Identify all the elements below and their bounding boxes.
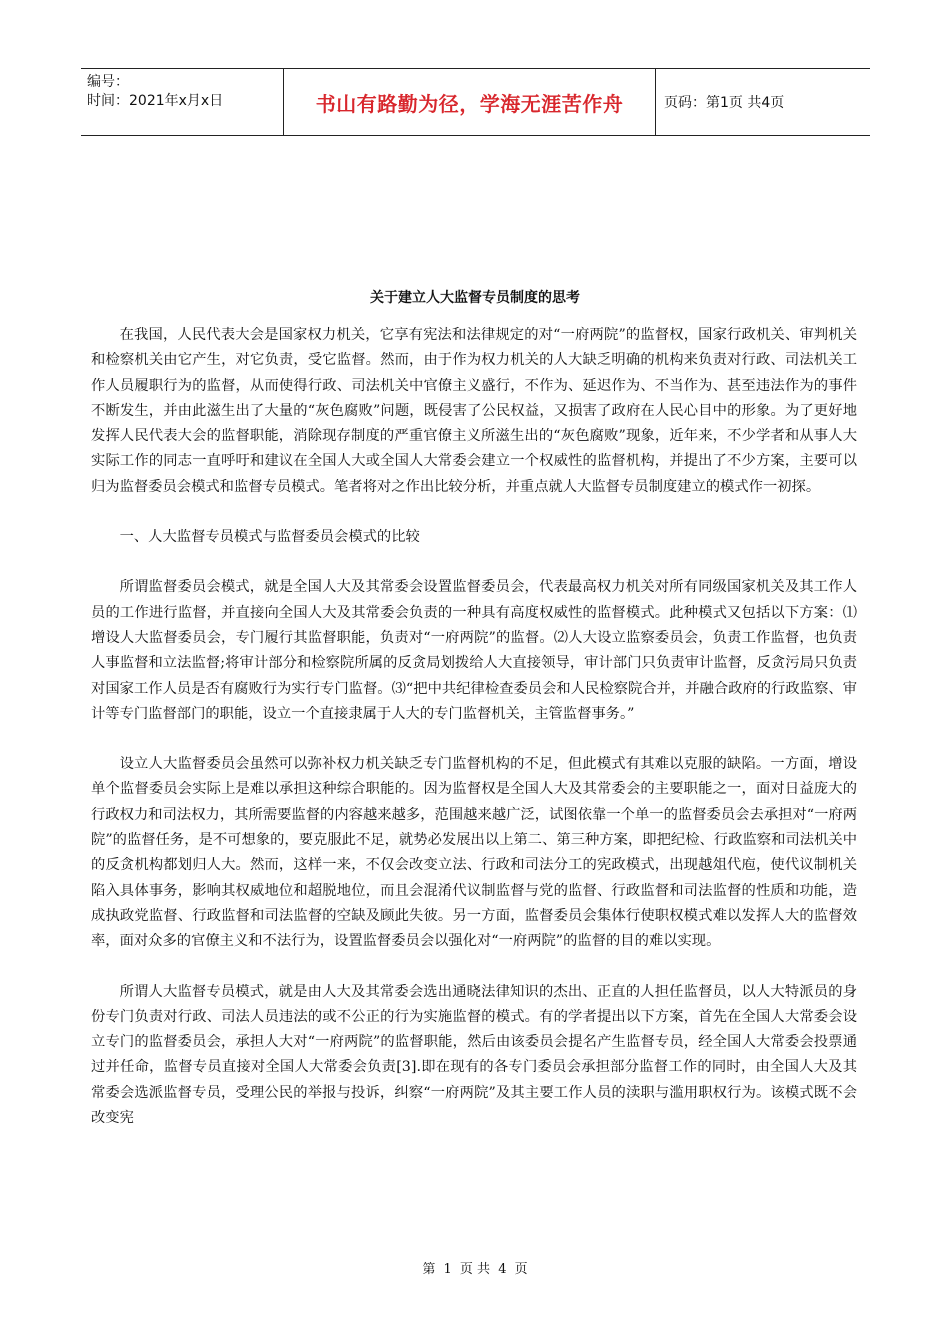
footer-page-prefix: 第	[422, 1262, 436, 1277]
header-motto: 书山有路勤为径，学海无涯苦作舟	[284, 69, 656, 135]
page-footer	[0, 1258, 950, 1277]
document-time-label: 时间：2021年x月x日	[87, 93, 224, 109]
document-title: 关于建立人大监督专员制度的思考	[370, 290, 580, 306]
paragraph-committee-critique: 设立人大监督委员会虽然可以弥补权力机关缺乏专门监督机构的不足，但此模式有其难以克服的缺陷。一方面，增设单个监督委员会实际上是难以承担这种综合职能的。因为监督权是全国人大及其常委会的主要职能之一，面对日益庞大的行政权力和司法权力，其所需要监督的内容越来越多，范围越来越广泛，试图依靠一个单一的监督委员会去承担对“一府两院”的监督任务，是不可想象的，要克服此不足，就势必发展出以上第二、第三种方案，即把纪检、行政监察和司法机关中的反贪机构都划归人大。然而，这样一来，不仅会改变立法、行政和司法分工的宪政模式，出现越俎代庖，使代议制机关陷入具体事务，影响其权威地位和超脱地位，而且会混淆代议制监督与党的监督、行政监督和司法监督的性质和功能，造成执政党监督、行政监督和司法监督的空缺及顾此失彼。另一方面，监督委员会集体行使职权模式难以发挥人大的监督效率，面对众多的官僚主义和不法行为，设置监督委员会以强化对“一府两院”的监督的目的难以实现。	[91, 756, 857, 950]
footer-page-middle: 页 共	[459, 1262, 491, 1277]
header-meta	[81, 69, 284, 135]
paragraph-intro: 在我国，人民代表大会是国家权力机关，它享有宪法和法律规定的对“一府两院”的监督权，国家行政机关、审判机关和检察机关由它产生，对它负责，受它监督。然而，由于作为权力机关的人大缺乏明确的机构来负责对行政、司法机关工作人员履职行为的监督，从而使得行政、司法机关中官僚主义盛行，不作为、延迟作为、不当作为、甚至违法作为的事件不断发生，并由此滋生出了大量的“灰色腐败”问题，既侵害了公民权益，又损害了政府在人民心目中的形象。为了更好地发挥人民代表大会的监督职能，消除现存制度的严重官僚主义所滋生出的“灰色腐败”现象，近年来，不少学者和从事人大实际工作的同志一直呼吁和建议在全国人大或全国人大常委会建立一个权威性的监督机构，并提出了不少方案，主要可以归为监督委员会模式和监督专员模式。笔者将对之作出比较分析，并重点就人大监督专员制度建立的模式作一初探。	[91, 327, 857, 495]
document-body	[91, 323, 857, 1156]
paragraph-commissioner-model: 所谓人大监督专员模式，就是由人大及其常委会选出通晓法律知识的杰出、正直的人担任监督员，以人大特派员的身份专门负责对行政、司法人员违法的或不公正的行为实施监督的模式。有的学者提出以下方案，首先在全国人大常委会设立专门的监督委员会，承担人大对“一府两院”的监督职能，然后由该委员会提名产生监督专员，经全国人大常委会投票通过并任命，监督专员直接对全国人大常委会负责[3].即在现有的各专门委员会承担部分监督工作的同时，由全国人大及其常委会选派监督专员，受理公民的举报与投诉，纠察“一府两院”及其主要工作人员的渎职与滥用职权行为。该模式既不会改变宪	[91, 983, 857, 1127]
paragraph-committee-model: 所谓监督委员会模式，就是全国人大及其常委会设置监督委员会，代表最高权力机关对所有同级国家机关及其工作人员的工作进行监督，并直接向全国人大及其常委会负责的一种具有高度权威性的监督模式。此种模式又包括以下方案：⑴增设人大监督委员会，专门履行其监督职能，负责对“一府两院”的监督。⑵人大设立监察委员会，负责工作监督，也负责人事监督和立法监督;将审计部分和检察院所属的反贪局划拨给人大直接领导，审计部门只负责审计监督，反贪污局只负责对国家工作人员是否有腐败行为实行专门监督。⑶“把中共纪律检查委员会和人民检察院合并，并融合政府的行政监察、审计等专门监督部门的职能，设立一个直接隶属于人大的专门监督机关，主管监督事务。”	[91, 579, 857, 722]
footer-page-total: 4	[498, 1262, 507, 1277]
header-page-info: 页码：第1页 共4页	[664, 95, 785, 111]
footer-page-number: 1	[443, 1262, 452, 1277]
document-number-label: 编号：	[87, 74, 129, 90]
footer-page-suffix: 页	[514, 1262, 528, 1277]
page-header	[81, 68, 870, 136]
section-heading: 一、人大监督专员模式与监督委员会模式的比较	[119, 529, 420, 546]
